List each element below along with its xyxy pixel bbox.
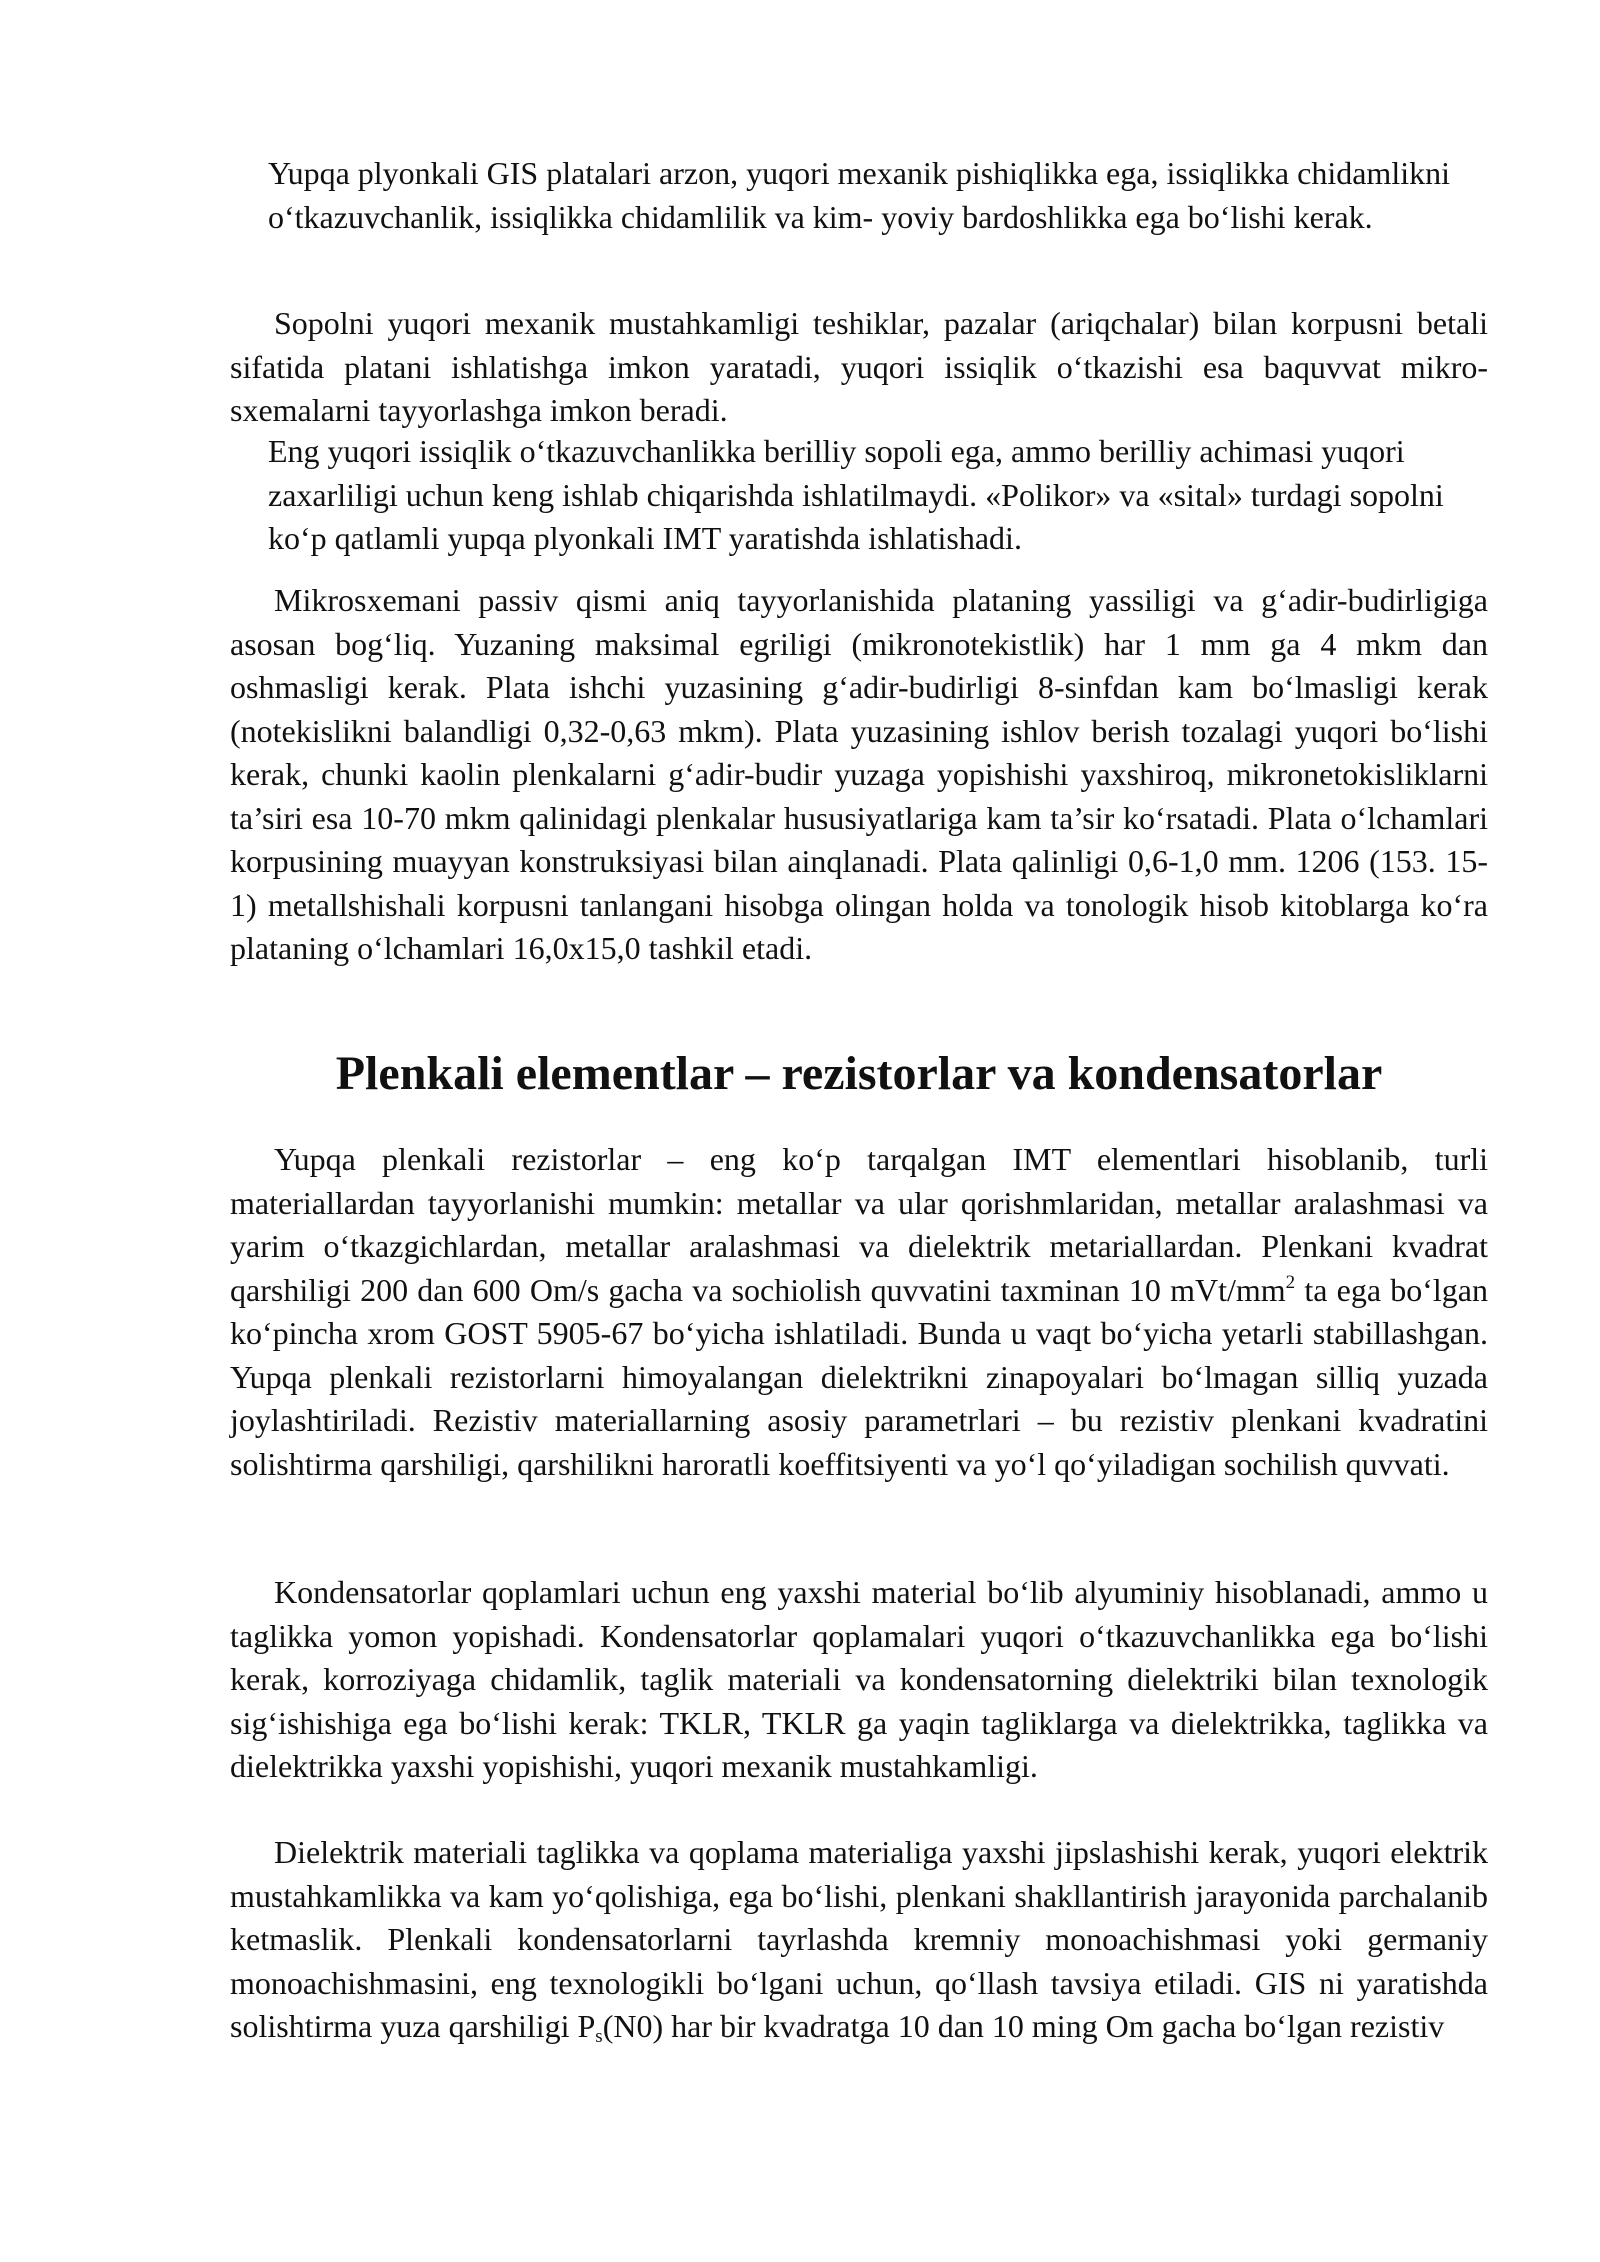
section-heading: Plenkali elementlar – rezistorlar va kondensatorlar [335, 1047, 1383, 1100]
paragraph-dielectric-material [230, 1831, 1488, 2049]
resistors-text-part1: Yupqa plenkali rezistorlar – eng ko‘p tarqalgan IMT elementlari hisoblanib, turli materiallardan tayyorlanishi mumkin: metallar va ular qorishmlaridan, metallar aralashmasi va yarim o‘tkazgichlardan, metallar aralashmasi va dielektrik metariallardan. Plenkani kvadrat qarshiligi 200 dan 600 Om/s gacha va sochiolish quvvatini taxminan 10 mVt/mm [230, 1141, 1488, 1308]
paragraph-beryllium-ceramic: Eng yuqori issiqlik o‘tkazuvchanlikka berilliy sopoli ega, ammo berilliy achimasi yuqori zaxarliligi uchun keng ishlab chiqarishda ishlatilmaydi. «Polikor» va «sital» turdagi sopolni ko‘p qatlamli yupqa plyonkali IMT yaratishda ishlatishadi. [268, 433, 1444, 556]
paragraph-thin-film-resistors [230, 1138, 1488, 1486]
dielectric-text-part2: (N0) har bir kvadratga 10 dan 10 ming Om gacha bo‘lgan rezistiv [602, 2008, 1445, 2044]
resistors-text-part2: ta ega bo‘lgan ko‘pincha xrom GOST 5905-67 bo‘yicha ishlatiladi. Bunda u vaqt bo‘yicha yetarli stabillashgan. Yupqa plenkali rezistorlarni himoyalangan dielektrikni zinapoyalari bo‘lmagan silliq yuzada joylashtiriladi. Rezistiv materiallarning asosiy parametrlari – bu rezistiv plenkani kvadratini solishtirma qarshiligi, qarshilikni haroratli koeffitsiyenti va yo‘l qo‘yiladigan sochilish quvvati. [230, 1271, 1489, 1482]
paragraph-gis-plates: Yupqa plyonkali GIS platalari arzon, yuqori mexanik pishiqlikka ega, issiqlikka chidamlikni o‘tkazuvchanlik, issiqlikka chidamlilik va kim- yoviy bardoshlikka ega bo‘lishi kerak. [268, 155, 1450, 235]
superscript-square: 2 [1285, 1271, 1296, 1293]
paragraph-capacitor-plates: Kondensatorlar qoplamlari uchun eng yaxshi material bo‘lib alyuminiy hisoblanadi, ammo u taglikka yomon yopishadi. Kondensatorlar qoplamalari yuqori o‘tkazuvchanlikka ega bo‘lishi kerak, korroziyaga chidamlik, taglik materiali va kondensatorning dielektriki bilan texnologik sig‘ishishiga ega bo‘lishi kerak: TKLR, TKLR ga yaqin tagliklarga va dielektrikka, taglikka va dielektrikka yaxshi yopishishi, yuqori mexanik mustahkamligi. [230, 1574, 1488, 1784]
paragraph-microcircuit-flatness: Mikrosxemani passiv qismi aniq tayyorlanishida plataning yassiligi va g‘adir-budirligiga asosan bog‘liq. Yuzaning maksimal egriligi (mikronotekistlik) har 1 mm ga 4 mkm dan oshmasligi kerak. Plata ishchi yuzasining g‘adir-budirligi 8-sinfdan kam bo‘lmasligi kerak (notekislikni balandligi 0,32-0,63 mkm). Plata yuzasining ishlov berish tozalagi yuqori bo‘lishi kerak, chunki kaolin plenkalarni g‘adir-budir yuzaga yopishishi yaxshiroq, mikronetokisliklarni ta’siri esa 10-70 mkm qalinidagi plenkalar hususiyatlariga kam ta’sir ko‘rsatadi. Plata o‘lchamlari korpusining muayyan konstruksiyasi bilan ainqlanadi. Plata qalinligi 0,6-1,0 mm. 1206 (153. 15-1) metallshishali korpusni tanlangani hisobga olingan holda va tonologik hisob kitoblarga ko‘ra plataning o‘lchamlari 16,0x15,0 tashkil etadi. [230, 582, 1488, 966]
dielectric-text-part1: Dielektrik materiali taglikka va qoplama materialiga yaxshi jipslashishi kerak, yuqori elektrik mustahkamlikka va kam yo‘qolishiga, ega bo‘lishi, plenkani shakllantirish jarayonida parchalanib ketmaslik. Plenkali kondensatorlarni tayrlashda kremniy monoachishmasi yoki germaniy monoachishmasini, eng texnologikli bo‘lgani uchun, qo‘llash tavsiya etiladi. GIS ni yaratishda solishtirma yuza qarshiligi P [230, 1834, 1488, 2044]
subscript-s: s [595, 2026, 603, 2047]
paragraph-ceramic-strength: Sopolni yuqori mexanik mustahkamligi teshiklar, pazalar (ariqchalar) bilan korpusni betali sifatida platani ishlatishga imkon yaratadi, yuqori issiqlik o‘tkazishi esa baquvvat mikro-sxemalarni tayyorlashga imkon beradi. [230, 305, 1488, 428]
